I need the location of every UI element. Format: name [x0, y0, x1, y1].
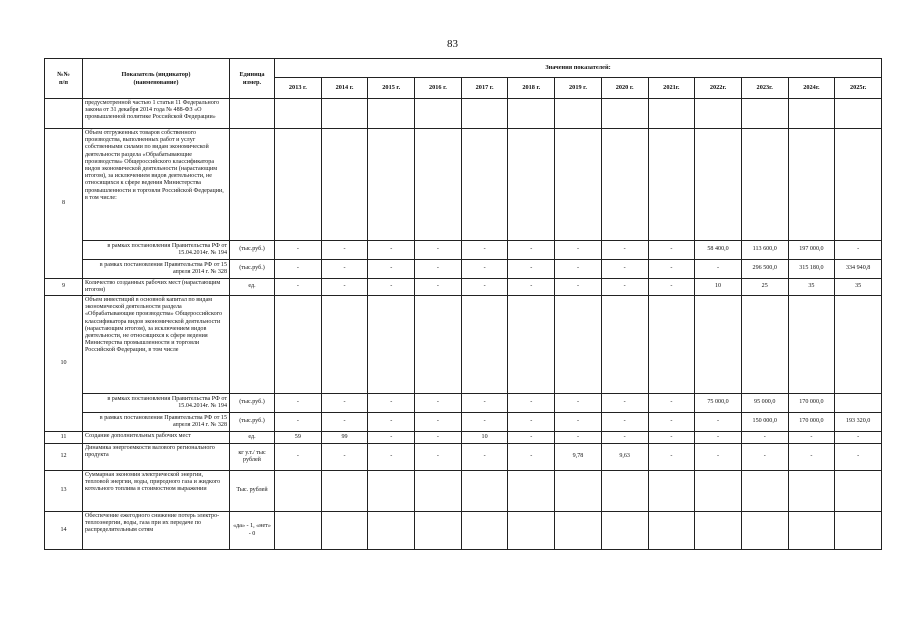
value-cell: 35	[835, 279, 882, 296]
value-cell: -	[415, 260, 462, 279]
value-cell	[415, 99, 462, 129]
value-cell: -	[461, 241, 508, 260]
value-cell	[741, 471, 788, 512]
row-name-cell: Объем отгруженных товаров собственного производства, выполненных работ и услуг собственными силами по видам экономической деятельности раздела «Обрабатывающие производства» Общероссийского классификатора видов экономической деятельности (нарастающим итогом), за исключением видов деятельности, не относящихся к сфере ведения Министерства промышленности и торговли Российской Федерации, в том числе:	[83, 129, 230, 241]
value-cell	[788, 512, 835, 550]
value-cell: 170 000,0	[788, 413, 835, 432]
value-cell: -	[555, 432, 602, 444]
value-cell	[321, 471, 368, 512]
header-year-1: 2014 г.	[321, 78, 368, 99]
value-cell	[741, 512, 788, 550]
value-cell: -	[368, 432, 415, 444]
value-cell	[508, 512, 555, 550]
value-cell	[835, 99, 882, 129]
value-cell	[741, 296, 788, 394]
value-cell: -	[368, 444, 415, 471]
value-cell	[835, 296, 882, 394]
value-cell	[368, 471, 415, 512]
value-cell	[835, 394, 882, 413]
value-cell: 59	[275, 432, 322, 444]
value-cell: -	[601, 432, 648, 444]
value-cell	[741, 99, 788, 129]
table-row-10-sub1	[45, 394, 882, 413]
row-name-cell: Обеспечение ежегодного снижение потерь электро-теплоэнергии, воды, газа при их передаче по распределительным сетям	[83, 512, 230, 550]
table-row-13	[45, 471, 882, 512]
value-cell: -	[461, 279, 508, 296]
header-unit	[230, 59, 275, 99]
value-cell: -	[835, 432, 882, 444]
value-cell: -	[835, 241, 882, 260]
row-num-cell: 12	[45, 444, 83, 471]
header-year-6: 2019 г.	[555, 78, 602, 99]
value-cell: -	[415, 413, 462, 432]
value-cell	[788, 296, 835, 394]
value-cell: -	[321, 413, 368, 432]
value-cell: -	[508, 260, 555, 279]
value-cell: -	[368, 279, 415, 296]
value-cell	[741, 129, 788, 241]
value-cell: -	[321, 241, 368, 260]
row-unit-cell	[230, 99, 275, 129]
value-cell	[788, 129, 835, 241]
table-row-8-sub2	[45, 260, 882, 279]
value-cell	[835, 471, 882, 512]
value-cell: -	[508, 413, 555, 432]
value-cell: -	[695, 260, 742, 279]
value-cell	[461, 296, 508, 394]
header-num	[45, 59, 83, 99]
header-year-4: 2017 г.	[461, 78, 508, 99]
value-cell: -	[415, 241, 462, 260]
value-cell: -	[648, 260, 695, 279]
row-unit-cell: кг у.т./ тыс рублей	[230, 444, 275, 471]
value-cell	[601, 129, 648, 241]
header-year-10: 2023г.	[741, 78, 788, 99]
value-cell	[695, 512, 742, 550]
value-cell: -	[555, 394, 602, 413]
value-cell: -	[695, 432, 742, 444]
value-cell: -	[368, 394, 415, 413]
value-cell: 296 500,0	[741, 260, 788, 279]
value-cell: 315 180,0	[788, 260, 835, 279]
value-cell	[648, 512, 695, 550]
value-cell: 58 400,0	[695, 241, 742, 260]
value-cell: -	[555, 241, 602, 260]
value-cell: -	[555, 413, 602, 432]
value-cell	[601, 296, 648, 394]
value-cell	[648, 129, 695, 241]
value-cell	[648, 99, 695, 129]
value-cell	[321, 129, 368, 241]
value-cell	[508, 296, 555, 394]
row-unit-cell: ед.	[230, 432, 275, 444]
value-cell	[415, 512, 462, 550]
value-cell: -	[695, 444, 742, 471]
header-indicator	[83, 59, 230, 99]
table-row-8-sub1	[45, 241, 882, 260]
value-cell: -	[275, 279, 322, 296]
row-num-cell: 14	[45, 512, 83, 550]
value-cell	[321, 99, 368, 129]
value-cell	[461, 99, 508, 129]
header-year-11: 2024г.	[788, 78, 835, 99]
value-cell: 75 000,0	[695, 394, 742, 413]
row-unit-cell: ед.	[230, 279, 275, 296]
value-cell: -	[321, 279, 368, 296]
value-cell	[695, 99, 742, 129]
value-cell: -	[275, 260, 322, 279]
value-cell	[461, 512, 508, 550]
value-cell: 10	[461, 432, 508, 444]
value-cell: -	[321, 444, 368, 471]
value-cell	[695, 129, 742, 241]
value-cell	[695, 296, 742, 394]
header-num-text: №№ п/п	[57, 71, 70, 86]
value-cell: -	[415, 279, 462, 296]
value-cell: -	[648, 413, 695, 432]
value-cell	[648, 471, 695, 512]
value-cell: -	[368, 241, 415, 260]
value-cell: 9,63	[601, 444, 648, 471]
value-cell	[555, 512, 602, 550]
value-cell: -	[648, 241, 695, 260]
row-unit-cell: (тыс.руб.)	[230, 241, 275, 260]
header-year-7: 2020 г.	[601, 78, 648, 99]
value-cell: -	[741, 444, 788, 471]
value-cell: -	[461, 413, 508, 432]
table-row-9	[45, 279, 882, 296]
row-num-cell: 11	[45, 432, 83, 444]
indicators-table	[44, 58, 882, 550]
value-cell	[555, 99, 602, 129]
value-cell: -	[601, 279, 648, 296]
value-cell	[835, 129, 882, 241]
value-cell	[835, 512, 882, 550]
header-indicator-text: Показатель (индикатор) (наименование)	[121, 71, 191, 86]
value-cell: -	[788, 432, 835, 444]
header-year-0: 2013 г.	[275, 78, 322, 99]
table-row-12	[45, 444, 882, 471]
value-cell: -	[648, 432, 695, 444]
value-cell	[555, 471, 602, 512]
value-cell: -	[648, 279, 695, 296]
value-cell: 10	[695, 279, 742, 296]
header-year-2: 2015 г.	[368, 78, 415, 99]
value-cell: 113 600,0	[741, 241, 788, 260]
value-cell	[601, 512, 648, 550]
value-cell	[555, 296, 602, 394]
row-num-cell: 10	[45, 296, 83, 432]
row-subname-cell: в рамках постановления Правительства РФ от 15.04.2014г. № 194	[83, 241, 230, 260]
row-name-cell: Суммарная экономия электрической энергии, тепловой энергии, воды, природного газа и жидкого котельного топлива в стоимостном выражении	[83, 471, 230, 512]
header-values-title: Значения показателей:	[275, 59, 882, 78]
value-cell: 35	[788, 279, 835, 296]
row-unit-cell: (тыс.руб.)	[230, 394, 275, 413]
value-cell	[275, 471, 322, 512]
table-row-10-sub2	[45, 413, 882, 432]
value-cell	[368, 512, 415, 550]
value-cell: -	[415, 432, 462, 444]
value-cell: -	[368, 260, 415, 279]
value-cell: -	[275, 444, 322, 471]
value-cell: 197 000,0	[788, 241, 835, 260]
value-cell: -	[648, 444, 695, 471]
value-cell: -	[601, 394, 648, 413]
table-row-14	[45, 512, 882, 550]
value-cell: -	[601, 260, 648, 279]
value-cell: -	[508, 241, 555, 260]
row-name-cell: Создание дополнительных рабочих мест	[83, 432, 230, 444]
value-cell	[555, 129, 602, 241]
header-year-3: 2016 г.	[415, 78, 462, 99]
value-cell: -	[415, 444, 462, 471]
value-cell: -	[601, 241, 648, 260]
value-cell: -	[368, 413, 415, 432]
value-cell: 95 000,0	[741, 394, 788, 413]
value-cell	[508, 99, 555, 129]
row-num-cell: 13	[45, 471, 83, 512]
value-cell: -	[835, 444, 882, 471]
page-number: 83	[447, 38, 458, 50]
row-name-cell: Количество созданных рабочих мест (нарастающим итогом)	[83, 279, 230, 296]
value-cell: -	[275, 394, 322, 413]
value-cell: -	[601, 413, 648, 432]
value-cell: -	[461, 260, 508, 279]
value-cell	[415, 296, 462, 394]
row-unit-cell	[230, 296, 275, 394]
value-cell	[648, 296, 695, 394]
row-unit-cell: «да» - 1, «нет» - 0	[230, 512, 275, 550]
value-cell: 25	[741, 279, 788, 296]
value-cell	[368, 99, 415, 129]
value-cell	[415, 129, 462, 241]
value-cell	[695, 471, 742, 512]
row-name-cell: Динамика энергоемкости валового регионального продукта	[83, 444, 230, 471]
value-cell: -	[415, 394, 462, 413]
value-cell	[508, 129, 555, 241]
value-cell	[275, 99, 322, 129]
value-cell: -	[275, 413, 322, 432]
value-cell: 99	[321, 432, 368, 444]
value-cell	[275, 512, 322, 550]
value-cell: -	[508, 432, 555, 444]
value-cell: -	[461, 394, 508, 413]
row-unit-cell: Тыс. рублей	[230, 471, 275, 512]
value-cell: -	[555, 260, 602, 279]
row-unit-cell: (тыс.руб.)	[230, 413, 275, 432]
value-cell: -	[508, 394, 555, 413]
row-name-cell: Объем инвестиций в основной капитал по видам экономической деятельности раздела «Обрабатывающие производства» Общероссийского классификатора видов экономической деятельности (нарастающим итогом), за исключением видов деятельности, не относящихся к сфере ведения Министерства промышленности и торговли Российской Федерации, в том числе	[83, 296, 230, 394]
value-cell	[601, 99, 648, 129]
value-cell: 9,78	[555, 444, 602, 471]
value-cell	[275, 296, 322, 394]
row-num-cell: 9	[45, 279, 83, 296]
row-unit-cell	[230, 129, 275, 241]
value-cell: -	[695, 413, 742, 432]
value-cell	[788, 99, 835, 129]
value-cell	[321, 512, 368, 550]
value-cell: -	[321, 260, 368, 279]
row-unit-cell: (тыс.руб.)	[230, 260, 275, 279]
value-cell	[788, 471, 835, 512]
table-row-10	[45, 296, 882, 394]
value-cell	[321, 296, 368, 394]
value-cell	[461, 471, 508, 512]
row-subname-cell: в рамках постановления Правительства РФ от 15.04.2014г. № 194	[83, 394, 230, 413]
header-year-8: 2021г.	[648, 78, 695, 99]
header-year-9: 2022г.	[695, 78, 742, 99]
value-cell: 150 000,0	[741, 413, 788, 432]
value-cell: -	[321, 394, 368, 413]
value-cell	[415, 471, 462, 512]
table-row-continuation	[45, 99, 882, 129]
table-row-11	[45, 432, 882, 444]
value-cell: -	[788, 444, 835, 471]
header-year-12: 2025г.	[835, 78, 882, 99]
row-subname-cell: в рамках постановления Правительства РФ от 15 апреля 2014 г. № 328	[83, 413, 230, 432]
row-num-cell: 8	[45, 129, 83, 279]
value-cell	[508, 471, 555, 512]
value-cell: 334 940,8	[835, 260, 882, 279]
value-cell: 170 000,0	[788, 394, 835, 413]
value-cell: -	[555, 279, 602, 296]
row-num-cell	[45, 99, 83, 129]
value-cell	[601, 471, 648, 512]
value-cell: -	[508, 279, 555, 296]
header-year-5: 2018 г.	[508, 78, 555, 99]
value-cell	[368, 129, 415, 241]
row-name-cell: предусмотренной частью 1 статьи 11 Федерального закона от 31 декабря 2014 года № 488-ФЗ «О промышленной политике Российской Федерации»	[83, 99, 230, 129]
value-cell: -	[275, 241, 322, 260]
value-cell	[461, 129, 508, 241]
value-cell: -	[648, 394, 695, 413]
table-row-8	[45, 129, 882, 241]
value-cell: -	[461, 444, 508, 471]
value-cell: -	[741, 432, 788, 444]
row-subname-cell: в рамках постановления Правительства РФ от 15 апреля 2014 г. № 328	[83, 260, 230, 279]
value-cell: -	[508, 444, 555, 471]
value-cell	[368, 296, 415, 394]
value-cell: 193 320,0	[835, 413, 882, 432]
value-cell	[275, 129, 322, 241]
header-unit-text: Единица измер.	[239, 71, 265, 86]
